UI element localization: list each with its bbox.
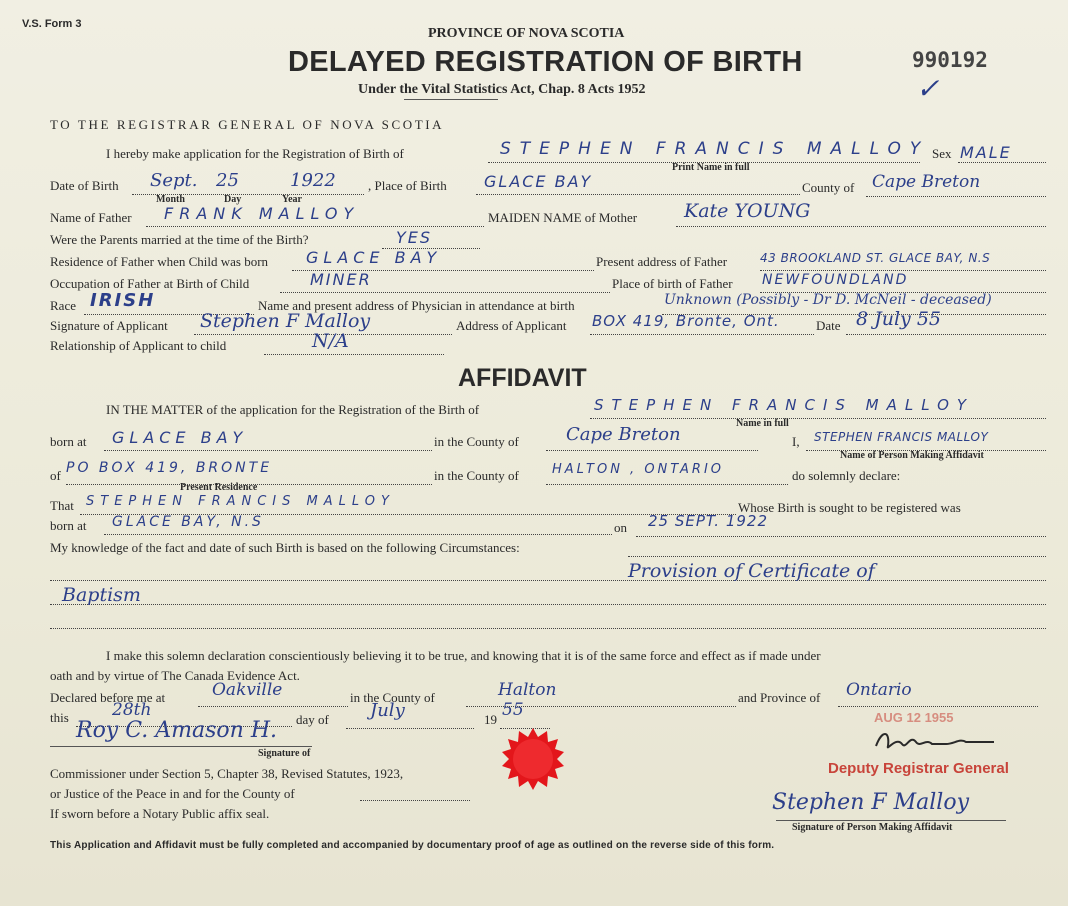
declared-value: Oakville [212,680,283,700]
county-value: Cape Breton [872,172,981,192]
year-value: 55 [502,700,524,720]
province-label: and Province of [738,690,821,705]
present-address-line [760,270,1046,271]
signature-of-caption: Signature of [258,748,311,759]
father-birthplace-label: Place of birth of Father [612,276,733,291]
sex-line [958,162,1046,163]
father-birthplace-value: NEWFOUNDLAND [762,272,909,288]
that-value: STEPHEN FRANCIS MALLOY [86,494,395,509]
print-name-caption: Print Name in full [672,162,750,173]
residence-label: Residence of Father when Child was born [50,254,269,269]
applicant-address-label: Address of Applicant [456,318,567,333]
justice-county-line [360,800,470,801]
county-value-3: Halton [498,680,557,700]
dob-day-value: 25 [216,170,239,191]
county-line-2 [546,484,788,485]
on-value: 25 SEPT. 1922 [648,512,768,530]
of-label: of [50,468,61,483]
born-at2-value: GLACE BAY, N.S [112,514,264,530]
declare-label: do solemnly declare: [792,468,901,483]
father-label: Name of Father [50,210,132,225]
race-value: IRISH [90,290,156,311]
married-value: YES [396,228,433,247]
affiant-name-value: STEPHEN FRANCIS MALLOY [814,430,989,444]
on-label: on [614,520,627,535]
affiant-caption: Signature of Person Making Affidavit [792,822,953,833]
occupation-line [280,292,610,293]
commissioner-sig-line [50,746,312,747]
relationship-line [264,354,444,355]
dob-label: Date of Birth [50,178,119,193]
declared-label: Declared before me at [50,690,166,705]
county-label-1: in the County of [434,434,519,449]
matter-label: IN THE MATTER of the application for the Registration of the Birth of [106,402,480,417]
born-at-label: born at [50,434,87,449]
date-value: 8 July 55 [856,308,942,330]
name-in-full-caption: Name in full [736,418,789,429]
province-line [838,706,1038,707]
affiant-sig-line [776,820,1006,821]
province-heading: PROVINCE OF NOVA SCOTIA [428,26,625,41]
circumstance-value-1: Provision of Certificate of [628,560,875,582]
form-subtitle: Under the Vital Statistics Act, Chap. 8 Acts 1952 [358,82,646,97]
signature-value: Stephen F Malloy [200,310,371,332]
date-line [846,334,1046,335]
place-label: , Place of Birth [368,178,447,193]
subtitle-underline [404,99,498,100]
this-value: 28th [112,700,152,720]
mother-label: MAIDEN NAME of Mother [488,210,638,225]
applicant-name-value: STEPHEN FRANCIS MALLOY [500,139,930,159]
county-label-3: in the County of [350,690,435,705]
affiant-signature: Stephen F Malloy [772,790,970,815]
footer-note: This Application and Affidavit must be fully completed and accompanied by documentary proof of age as outlined on the reverse side of this form. [50,840,775,851]
registrar-signature-icon [870,724,1000,758]
form-number: V.S. Form 3 [22,18,82,30]
year-prefix: 19 [484,712,497,727]
present-address-label: Present address of Father [596,254,728,269]
declaration-line-2: oath and by virtue of The Canada Evidence Act. [50,668,300,683]
declaration-line-1: I make this solemn declaration conscientiously believing it to be true, and knowing that it is of the same force and effect as if made under [106,648,821,663]
registration-number: 990192 [912,48,988,72]
place-value: GLACE BAY [484,172,593,191]
day-caption: Day [224,194,242,205]
father-value: FRANK MALLOY [164,204,360,223]
commissioner-line-3: If sworn before a Notary Public affix seal. [50,806,270,821]
born-at-value: GLACE BAY [112,428,248,447]
relationship-label: Relationship of Applicant to child [50,338,227,353]
that-label: That [50,498,74,513]
whose-label: Whose Birth is sought to be registered was [738,500,961,515]
commissioner-line-1: Commissioner under Section 5, Chapter 38, Revised Statutes, 1923, [50,766,404,781]
present-address-value: 43 BROOKLAND ST. GLACE BAY, N.S [760,251,991,265]
race-label: Race [50,298,76,313]
mother-value: Kate YOUNG [684,200,811,222]
married-label: Were the Parents married at the time of the Birth? [50,232,309,247]
residence-value: GLACE BAY [306,248,442,267]
year-caption: Year [282,194,302,205]
form-title: DELAYED REGISTRATION OF BIRTH [288,46,803,78]
matter-line [590,418,1046,419]
sex-label: Sex [932,146,952,161]
born-at2-label: born at [50,518,87,533]
mother-line [676,226,1046,227]
applicant-address-value: BOX 419, Bronte, Ont. [592,312,780,330]
dob-year-value: 1922 [290,170,336,191]
check-mark-icon: ✓ [916,72,940,105]
dob-month-value: Sept. [150,170,198,191]
knowledge-line [628,556,1046,557]
signature-label: Signature of Applicant [50,318,168,333]
applicant-address-line [590,334,814,335]
knowledge-label: My knowledge of the fact and date of such Birth is based on the following Circumstances: [50,540,520,555]
commissioner-signature: Roy C. Amason H. [76,718,278,743]
place-line [476,194,800,195]
circumstance-line-1 [50,580,1046,581]
of-value: PO BOX 419, BRONTE [66,460,273,476]
county-line-1 [546,450,758,451]
father-line [146,226,484,227]
province-value: Ontario [846,680,912,700]
circumstance-value-2: Baptism [62,584,141,606]
circumstance-line-2 [50,604,1046,605]
date-label: Date [816,318,841,333]
on-line [636,536,1046,537]
this-label: this [50,710,69,725]
person-caption: Name of Person Making Affidavit [840,450,984,461]
intro-label: I hereby make application for the Registration of Birth of [106,146,404,161]
month-caption: Month [156,194,185,205]
registrar-stamp: Deputy Registrar General [828,760,1009,777]
declared-line [198,706,348,707]
matter-value: STEPHEN FRANCIS MALLOY [594,396,975,414]
relationship-value: N/A [312,330,349,352]
affidavit-heading: AFFIDAVIT [458,364,587,392]
commissioner-line-2: or Justice of the Peace in and for the County of [50,786,295,801]
county-value-2: HALTON , ONTARIO [552,462,725,477]
occupation-value: MINER [310,270,372,289]
circumstance-line-3 [50,628,1046,629]
date-stamp: AUG 12 1955 [874,710,954,725]
day-of-label: day of [296,712,329,727]
month-value: July [370,700,405,721]
month-line [346,728,474,729]
present-residence-caption: Present Residence [180,482,258,493]
sex-value: MALE [960,143,1012,162]
county-line [866,196,1046,197]
county-value-1: Cape Breton [566,424,681,445]
i-label: I, [792,434,800,449]
addressee: TO THE REGISTRAR GENERAL OF NOVA SCOTIA [50,117,445,132]
county-label: County of [802,180,855,195]
physician-value: Unknown (Possibly - Dr D. McNeil - deceased) [664,292,992,308]
born-at2-line [104,534,612,535]
occupation-label: Occupation of Father at Birth of Child [50,276,250,291]
physician-label: Name and present address of Physician in attendance at birth [258,298,575,313]
red-seal-icon [500,726,566,792]
born-at-line [104,450,432,451]
county-label-2: in the County of [434,468,519,483]
